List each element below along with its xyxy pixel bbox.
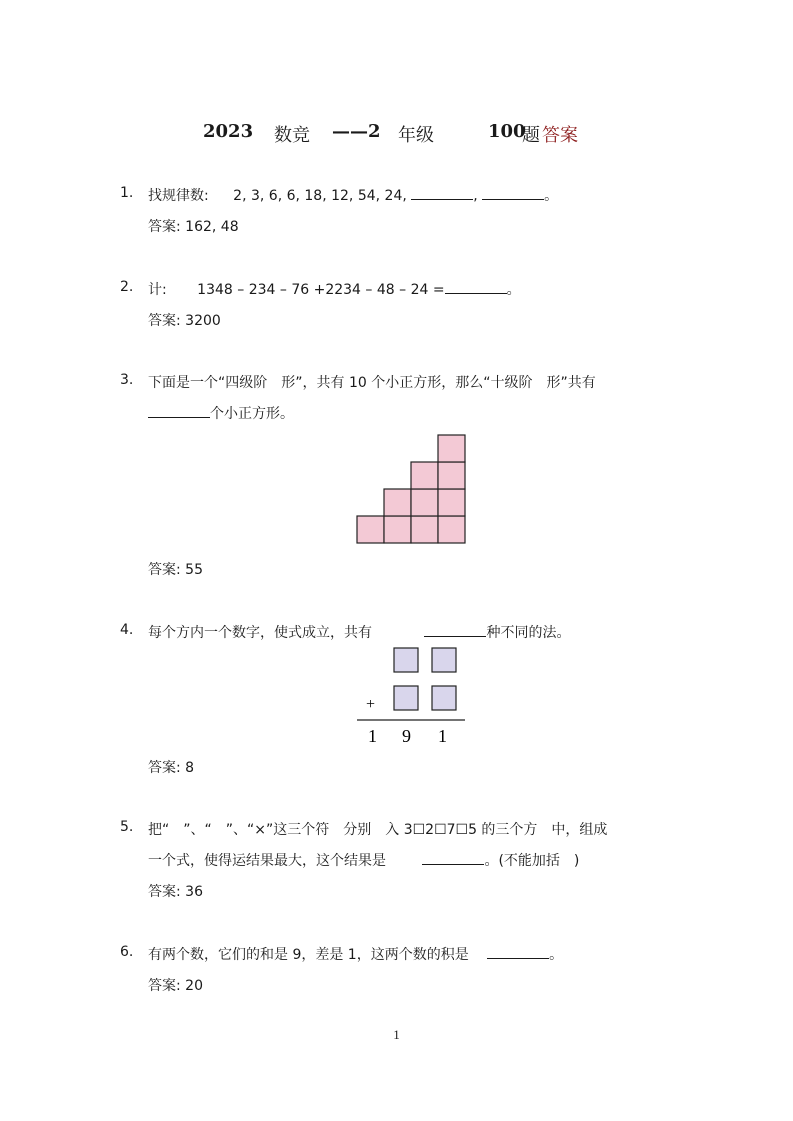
q4-blank xyxy=(424,622,486,637)
q2-answer: 答案: 3200 xyxy=(148,313,221,329)
q4-text: 每个方内一个数字，使式成立，共有 种不同的法。 xyxy=(148,622,570,642)
q4-number: 4. xyxy=(120,622,134,638)
title-part3: 年级 xyxy=(398,125,434,146)
q2-expression: 1348 – 234 – 76 +2234 – 48 – 24 = xyxy=(197,282,445,298)
q3-blank xyxy=(148,403,210,418)
q5-blank xyxy=(422,850,484,865)
q5-line1: 把“ ”、“ ”、“×”这三个符 分别 入 3☐2☐7☐5 的三个方 中，组成 xyxy=(148,822,608,838)
title-count: 100 xyxy=(488,121,526,142)
q1-text: 找规律数: 2, 3, 6, 6, 18, 12, 54, 24, , 。 xyxy=(148,185,558,205)
stair-cell xyxy=(411,516,438,543)
stair-cell xyxy=(357,516,384,543)
stair-cell xyxy=(438,516,465,543)
q6-blank xyxy=(487,944,549,959)
title-answer-word: 答案 xyxy=(542,125,578,146)
title-year: 2023 xyxy=(203,121,254,142)
staircase-figure xyxy=(356,434,466,546)
stair-cell xyxy=(438,435,465,462)
q2-blank xyxy=(445,279,507,294)
q6-number: 6. xyxy=(120,944,134,960)
stair-cell xyxy=(384,516,411,543)
q1-blank-2 xyxy=(482,185,544,200)
q6-answer: 答案: 20 xyxy=(148,978,203,994)
stair-cell xyxy=(438,489,465,516)
q4-answer: 答案: 8 xyxy=(148,760,195,776)
digit-box-tens-top[interactable] xyxy=(394,648,418,672)
q5-line2: 一个式，使得运结果最大，这个结果是 。(不能加括 ) xyxy=(148,850,579,870)
q5-answer: 答案: 36 xyxy=(148,884,203,900)
q2-number: 2. xyxy=(120,279,134,295)
q5-number: 5. xyxy=(120,819,134,835)
q3-number: 3. xyxy=(120,372,134,388)
digit-box-ones-bottom[interactable] xyxy=(432,686,456,710)
addition-puzzle xyxy=(350,645,470,750)
digit-box-ones-top[interactable] xyxy=(432,648,456,672)
q3-answer: 答案: 55 xyxy=(148,562,203,578)
title-part4: 题 xyxy=(522,125,540,146)
plus-sign: + xyxy=(366,696,376,713)
result-digit-ones: 1 xyxy=(438,726,447,746)
title-part2: ——2 xyxy=(332,121,381,142)
page-number: 1 xyxy=(393,1027,400,1042)
title-part1: 数竞 xyxy=(274,125,310,146)
q3-line2: 个小正方形。 xyxy=(148,403,294,423)
stair-cell xyxy=(411,462,438,489)
q1-answer: 答案: 162, 48 xyxy=(148,219,239,235)
stair-cell xyxy=(411,489,438,516)
stair-cell xyxy=(384,489,411,516)
q1-sequence: 2, 3, 6, 6, 18, 12, 54, 24, xyxy=(233,188,407,204)
q3-line1: 下面是一个“四级阶 形”，共有 10 个小正方形，那么“十级阶 形”共有 xyxy=(148,375,596,391)
result-digit-hundreds: 1 xyxy=(368,726,377,746)
digit-box-tens-bottom[interactable] xyxy=(394,686,418,710)
q1-number: 1. xyxy=(120,185,134,201)
q2-text: 计: 1348 – 234 – 76 +2234 – 48 – 24 = 。 xyxy=(148,279,521,299)
result-digit-tens: 9 xyxy=(402,726,411,746)
q6-text: 有两个数，它们的和是 9，差是 1，这两个数的积是 。 xyxy=(148,944,563,964)
stair-cell xyxy=(438,462,465,489)
q1-blank-1 xyxy=(411,185,473,200)
